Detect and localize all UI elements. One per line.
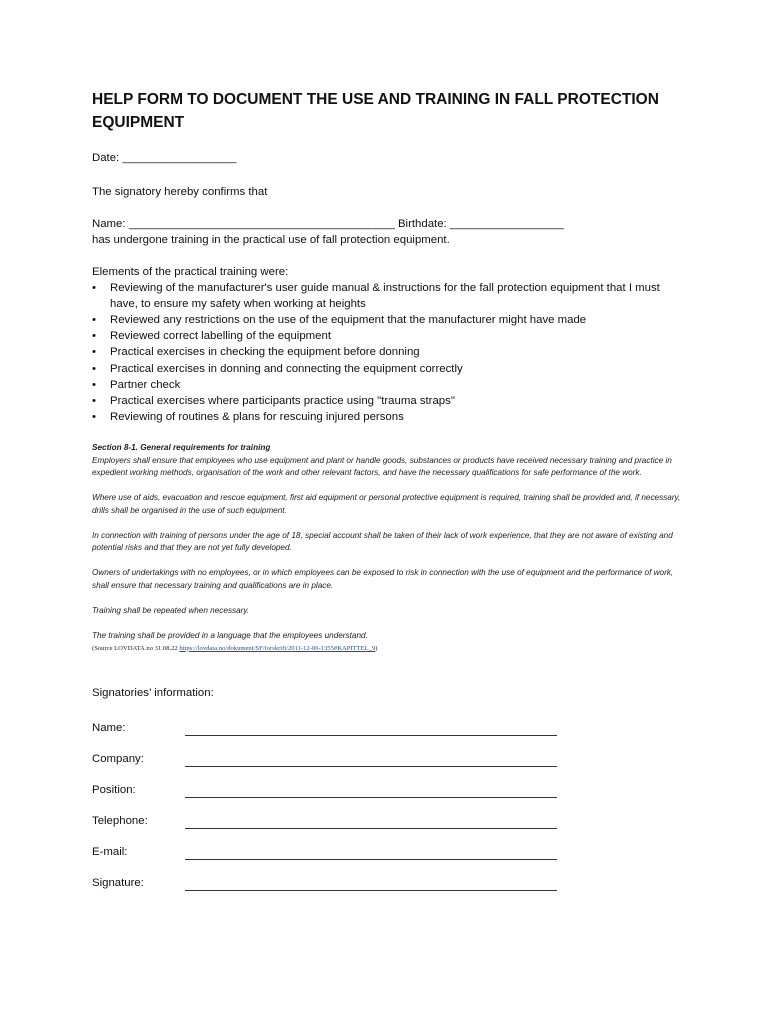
regulation-paragraph: Owners of undertakings with no employees, or in which employees can be exposed to risk in connection with the use of equipment and the performance of work, shall ensure that necessary training and qualifications are in place. — [92, 568, 674, 590]
source-citation: (Source LOVDATA.no 31.08.22 https://lovdata.no/dokument/SF/forskrift/2011-12-06-1355#KAPITTEL_9) — [92, 644, 378, 652]
field-label: Telephone: — [92, 815, 148, 827]
field-label: Name: — [92, 722, 126, 734]
date-line: Date: __________________ — [92, 152, 237, 164]
name-birthdate-line: Name: __________________________________________ Birthdate: __________________ — [92, 218, 564, 230]
bullet-icon: • — [92, 330, 96, 343]
bullet-icon: • — [92, 346, 96, 359]
list-item: • Partner check — [92, 377, 682, 393]
bullet-icon: • — [92, 314, 96, 327]
signatory-signature-row — [92, 877, 562, 893]
regulation-paragraph: Training shall be repeated when necessary. — [92, 605, 250, 615]
list-item: • Practical exercises in checking the equipment before donning — [92, 344, 682, 360]
training-elements — [92, 264, 682, 425]
field-label: Signature: — [92, 877, 144, 889]
signatory-name-row — [92, 722, 562, 738]
signatory-telephone-row — [92, 815, 562, 831]
regulation-paragraph: Employers shall ensure that employees who use equipment and plant or handle goods, substances or products have received necessary training and practice in expedient working methods, organisation of the work and other relevant factors, and have the necessary qualifications for safe performance of the work. — [92, 455, 672, 478]
regulation-paragraph: Where use of aids, evacuation and rescue equipment, first aid equipment or personal protective equipment is required, training shall be provided and, if necessary, drills shall be organised in the use of such equipment. — [92, 493, 681, 515]
email-field[interactable] — [185, 846, 557, 860]
list-item: • Reviewed any restrictions on the use of the equipment that the manufacturer might have made — [92, 312, 682, 328]
field-label: E-mail: — [92, 846, 128, 858]
signatory-position-row — [92, 784, 562, 800]
company-field[interactable] — [185, 753, 557, 767]
elements-intro: Elements of the practical training were: — [92, 266, 289, 278]
bullet-icon: • — [92, 394, 96, 407]
list-item: • Reviewed correct labelling of the equipment — [92, 328, 682, 344]
elements-list — [92, 280, 682, 425]
signatory-company-row — [92, 753, 562, 769]
bullet-icon: • — [92, 282, 96, 295]
signatory-email-row — [92, 846, 562, 862]
list-item: • Reviewing of the manufacturer's user guide manual & instructions for the fall protection equipment that I must have, to ensure my safety when working at heights — [92, 282, 660, 311]
bullet-icon: • — [92, 410, 96, 423]
telephone-field[interactable] — [185, 815, 557, 829]
form-title: HELP FORM TO DOCUMENT THE USE AND TRAINING IN FALL PROTECTION EQUIPMENT — [92, 91, 659, 131]
list-item: • Reviewing of routines & plans for rescuing injured persons — [92, 409, 682, 425]
position-field[interactable] — [185, 784, 557, 798]
signatories-heading: Signatories’ information: — [92, 687, 214, 699]
regulation-paragraph: The training shall be provided in a language that the employees understand. — [92, 630, 368, 640]
field-label: Position: — [92, 784, 136, 796]
list-item: • Practical exercises in donning and connecting the equipment correctly — [92, 361, 682, 377]
bullet-icon: • — [92, 362, 96, 375]
signature-field[interactable] — [185, 877, 557, 891]
regulation-excerpt — [92, 442, 682, 655]
bullet-icon: • — [92, 378, 96, 391]
section-heading: Section 8-1. General requirements for training — [92, 443, 271, 452]
trained-text: has undergone training in the practical use of fall protection equipment. — [92, 234, 450, 246]
list-item: • Practical exercises where participants practice using "trauma straps" — [92, 393, 682, 409]
regulation-paragraph: In connection with training of persons under the age of 18, special account shall be taken of their lack of work experience, that they are not aware of existing and potential risks and that they are not yet fully developed. — [92, 530, 673, 553]
field-label: Company: — [92, 753, 144, 765]
confirm-text: The signatory hereby confirms that — [92, 186, 268, 198]
source-link[interactable]: https://lovdata.no/dokument/SF/forskrift/2011-12-06-1355#KAPITTEL_9 — [179, 644, 376, 652]
name-field[interactable] — [185, 722, 557, 736]
